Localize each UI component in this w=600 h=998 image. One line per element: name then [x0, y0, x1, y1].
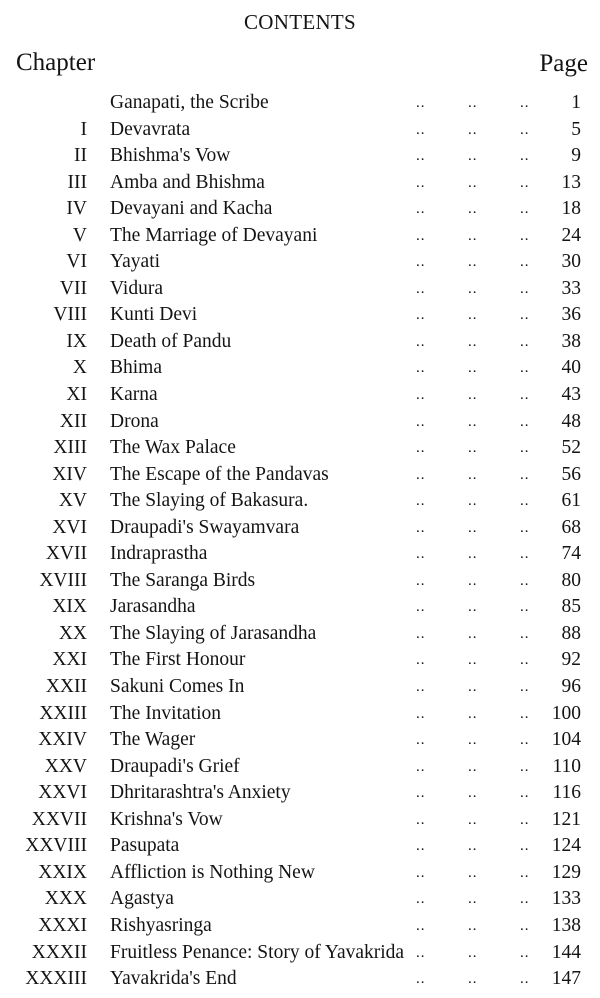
chapter-number: XXXII — [31, 941, 87, 963]
chapter-number: XXV — [44, 755, 87, 777]
chapter-number: V — [72, 224, 87, 246]
toc-entry — [0, 568, 600, 595]
page-number: 116 — [552, 782, 581, 804]
dot-leader: .. — [416, 466, 426, 483]
dot-leader: .. — [416, 705, 426, 722]
toc-entry — [0, 780, 600, 807]
dot-leader: .. — [520, 201, 530, 218]
dot-leader: .. — [416, 121, 426, 138]
dot-leader: .. — [468, 227, 478, 244]
chapter-title: Agastya — [110, 888, 174, 910]
dot-leader: .. — [520, 599, 530, 616]
dot-leader: .. — [416, 254, 426, 271]
dot-leader: .. — [520, 625, 530, 642]
chapter-title: Jarasandha — [110, 596, 196, 618]
table-of-contents — [0, 90, 600, 993]
toc-entry — [0, 276, 600, 303]
dot-leader: .. — [468, 360, 478, 377]
chapter-title: Fruitless Penance: Story of Yavakrida — [110, 941, 405, 963]
dot-leader: .. — [468, 917, 478, 934]
dot-leader: .. — [520, 121, 530, 138]
dot-leader: .. — [416, 917, 426, 934]
page-number: 52 — [561, 437, 581, 459]
dot-leader: .. — [468, 758, 478, 775]
page-number: 68 — [561, 516, 581, 538]
dot-leader: .. — [468, 891, 478, 908]
chapter-number: VII — [59, 277, 87, 299]
dot-leader: .. — [520, 652, 530, 669]
chapter-title: Death of Pandu — [110, 330, 232, 352]
dot-leader: .. — [520, 227, 530, 244]
toc-entry — [0, 621, 600, 648]
chapter-title: Draupadi's Grief — [110, 755, 240, 777]
chapter-number: VIII — [53, 304, 87, 326]
page-column-header: Page — [539, 50, 588, 77]
dot-leader: .. — [468, 811, 478, 828]
dot-leader: .. — [416, 307, 426, 324]
chapter-title: Devayani and Kacha — [110, 198, 273, 220]
dot-leader: .. — [468, 546, 478, 563]
toc-entry — [0, 940, 600, 967]
page-number: 43 — [561, 384, 581, 406]
dot-leader: .. — [468, 864, 478, 881]
chapter-title: The Invitation — [110, 702, 222, 724]
dot-leader: .. — [520, 280, 530, 297]
toc-entry — [0, 701, 600, 728]
toc-entry — [0, 594, 600, 621]
dot-leader: .. — [468, 333, 478, 350]
chapter-title: Sakuni Comes In — [110, 676, 245, 698]
dot-leader: .. — [520, 732, 530, 749]
dot-leader: .. — [520, 705, 530, 722]
page-number: 30 — [561, 251, 581, 273]
toc-entry — [0, 355, 600, 382]
dot-leader: .. — [416, 546, 426, 563]
page-number: 9 — [571, 145, 581, 167]
toc-entry — [0, 541, 600, 568]
dot-leader: .. — [520, 148, 530, 165]
chapter-number: XXVIII — [25, 835, 87, 857]
dot-leader: .. — [520, 333, 530, 350]
dot-leader: .. — [416, 413, 426, 430]
chapter-number: III — [67, 171, 87, 193]
toc-entry — [0, 860, 600, 887]
page-number: 5 — [571, 118, 581, 140]
page-number: 56 — [561, 463, 581, 485]
page-number: 133 — [551, 888, 581, 910]
toc-entry — [0, 833, 600, 860]
toc-entry — [0, 249, 600, 276]
dot-leader: .. — [468, 625, 478, 642]
dot-leader: .. — [416, 864, 426, 881]
page-number: 110 — [552, 755, 581, 777]
chapter-title: Bhima — [110, 357, 162, 379]
chapter-title: The Saranga Birds — [110, 569, 256, 591]
page-number: 48 — [561, 410, 581, 432]
page-title: CONTENTS — [243, 10, 357, 34]
dot-leader: .. — [416, 227, 426, 244]
chapter-title: Ganapati, the Scribe — [110, 92, 269, 113]
dot-leader: .. — [468, 413, 478, 430]
page-number: 24 — [561, 224, 581, 246]
page-number: 13 — [561, 171, 581, 193]
toc-entry — [0, 807, 600, 834]
page-number: 74 — [561, 543, 581, 565]
chapter-title: The Marriage of Devayani — [110, 224, 318, 246]
dot-leader: .. — [468, 971, 478, 988]
chapter-number: XVII — [45, 543, 87, 565]
page-number: 144 — [551, 941, 581, 963]
dot-leader: .. — [416, 971, 426, 988]
chapter-number: XXIII — [39, 702, 87, 724]
chapter-number: XXII — [45, 676, 87, 698]
page-number: 36 — [561, 304, 581, 326]
page-number: 121 — [551, 808, 581, 830]
toc-entry — [0, 223, 600, 250]
toc-entry — [0, 727, 600, 754]
chapter-number: XII — [59, 410, 87, 432]
page-number: 138 — [551, 914, 581, 936]
dot-leader: .. — [416, 148, 426, 165]
dot-leader: .. — [520, 864, 530, 881]
chapter-title: Amba and Bhishma — [110, 171, 265, 193]
dot-leader: .. — [416, 95, 426, 111]
dot-leader: .. — [520, 891, 530, 908]
page-number: 104 — [551, 729, 581, 751]
toc-entry — [0, 329, 600, 356]
chapter-number: XXI — [52, 649, 87, 671]
dot-leader: .. — [520, 971, 530, 988]
dot-leader: .. — [520, 917, 530, 934]
chapter-number: XXVII — [31, 808, 87, 830]
chapter-title: Rishyasringa — [110, 914, 212, 936]
dot-leader: .. — [520, 360, 530, 377]
dot-leader: .. — [416, 599, 426, 616]
dot-leader: .. — [468, 838, 478, 855]
dot-leader: .. — [468, 201, 478, 218]
dot-leader: .. — [520, 387, 530, 404]
chapter-number: XXIV — [38, 729, 87, 751]
chapter-number: XXVI — [38, 782, 87, 804]
dot-leader: .. — [520, 254, 530, 271]
dot-leader: .. — [468, 599, 478, 616]
dot-leader: .. — [468, 519, 478, 536]
page-number: 38 — [561, 330, 581, 352]
page-number: 124 — [551, 835, 581, 857]
dot-leader: .. — [468, 652, 478, 669]
dot-leader: .. — [520, 679, 530, 696]
page-number: 147 — [551, 968, 581, 990]
dot-leader: .. — [416, 732, 426, 749]
dot-leader: .. — [416, 174, 426, 191]
dot-leader: .. — [520, 307, 530, 324]
page-number: 85 — [561, 596, 581, 618]
dot-leader: .. — [416, 811, 426, 828]
dot-leader: .. — [416, 201, 426, 218]
chapter-title: Vidura — [110, 277, 163, 299]
toc-entry — [0, 143, 600, 170]
page-number: 33 — [561, 277, 581, 299]
page-number: 92 — [561, 649, 581, 671]
dot-leader: .. — [468, 148, 478, 165]
dot-leader: .. — [416, 891, 426, 908]
dot-leader: .. — [416, 785, 426, 802]
dot-leader: .. — [520, 174, 530, 191]
dot-leader: .. — [416, 838, 426, 855]
chapter-title: The Slaying of Jarasandha — [110, 622, 317, 644]
chapter-number: XXIX — [38, 861, 87, 883]
dot-leader: .. — [416, 625, 426, 642]
toc-entry — [0, 409, 600, 436]
dot-leader: .. — [416, 387, 426, 404]
dot-leader: .. — [520, 838, 530, 855]
chapter-title: Yavakrida's End — [110, 968, 237, 990]
dot-leader: .. — [416, 333, 426, 350]
chapter-title: Devavrata — [110, 118, 191, 140]
dot-leader: .. — [520, 811, 530, 828]
toc-entry — [0, 886, 600, 913]
chapter-title: Draupadi's Swayamvara — [110, 516, 300, 538]
dot-leader: .. — [468, 944, 478, 961]
dot-leader: .. — [520, 493, 530, 510]
dot-leader: .. — [416, 360, 426, 377]
page-number: 18 — [561, 198, 581, 220]
chapter-title: Dhritarashtra's Anxiety — [110, 782, 291, 804]
toc-entry — [0, 515, 600, 542]
page-number: 61 — [561, 490, 581, 512]
chapter-column-header: Chapter — [16, 49, 96, 76]
toc-entry — [0, 170, 600, 197]
chapter-title: Affliction is Nothing New — [110, 861, 315, 883]
toc-entry — [0, 196, 600, 223]
chapter-number: XI — [66, 384, 87, 406]
toc-entry — [0, 488, 600, 515]
chapter-number: I — [80, 118, 87, 140]
dot-leader: .. — [416, 493, 426, 510]
chapter-title: The Wager — [110, 729, 196, 751]
chapter-title: The Escape of the Pandavas — [110, 463, 329, 485]
dot-leader: .. — [416, 440, 426, 457]
chapter-title: Karna — [110, 384, 158, 406]
chapter-title: Krishna's Vow — [110, 808, 223, 830]
dot-leader: .. — [416, 758, 426, 775]
chapter-title: Indraprastha — [110, 543, 208, 565]
dot-leader: .. — [468, 95, 478, 111]
page-number: 88 — [561, 622, 581, 644]
dot-leader: .. — [468, 705, 478, 722]
chapter-number: XX — [58, 622, 87, 644]
dot-leader: .. — [468, 785, 478, 802]
chapter-number: XXXIII — [25, 968, 87, 990]
dot-leader: .. — [468, 440, 478, 457]
dot-leader: .. — [520, 546, 530, 563]
chapter-title: Bhishma's Vow — [110, 145, 231, 167]
dot-leader: .. — [520, 413, 530, 430]
toc-entry — [0, 647, 600, 674]
page-number: 40 — [561, 357, 581, 379]
dot-leader: .. — [520, 785, 530, 802]
dot-leader: .. — [520, 440, 530, 457]
chapter-title: Yayati — [110, 251, 161, 273]
chapter-title: The Wax Palace — [110, 437, 236, 459]
chapter-title: Pasupata — [110, 835, 180, 857]
page-number: 80 — [561, 569, 581, 591]
dot-leader: .. — [520, 95, 530, 111]
dot-leader: .. — [468, 387, 478, 404]
dot-leader: .. — [520, 519, 530, 536]
chapter-number: XIII — [53, 437, 87, 459]
toc-entry — [0, 966, 600, 993]
dot-leader: .. — [468, 307, 478, 324]
dot-leader: .. — [416, 280, 426, 297]
dot-leader: .. — [416, 652, 426, 669]
toc-entry — [0, 462, 600, 489]
dot-leader: .. — [416, 944, 426, 961]
dot-leader: .. — [416, 519, 426, 536]
toc-entry — [0, 435, 600, 462]
chapter-number: XXX — [44, 888, 87, 910]
chapter-number: XIV — [52, 463, 87, 485]
dot-leader: .. — [468, 254, 478, 271]
page-number: 1 — [571, 92, 581, 113]
chapter-number: XV — [58, 490, 87, 512]
dot-leader: .. — [468, 466, 478, 483]
dot-leader: .. — [468, 280, 478, 297]
dot-leader: .. — [468, 679, 478, 696]
dot-leader: .. — [468, 732, 478, 749]
chapter-number: X — [72, 357, 87, 379]
dot-leader: .. — [468, 121, 478, 138]
dot-leader: .. — [416, 679, 426, 696]
chapter-number: XXXI — [38, 914, 87, 936]
toc-entry — [0, 382, 600, 409]
page-number: 100 — [551, 702, 581, 724]
dot-leader: .. — [520, 944, 530, 961]
chapter-number: XIX — [52, 596, 87, 618]
dot-leader: .. — [416, 572, 426, 589]
chapter-number: VI — [66, 251, 87, 273]
chapter-number: XVIII — [39, 569, 87, 591]
chapter-title: The First Honour — [110, 649, 246, 671]
toc-entry — [0, 90, 600, 117]
toc-entry — [0, 117, 600, 144]
dot-leader: .. — [468, 572, 478, 589]
toc-entry — [0, 674, 600, 701]
chapter-title: The Slaying of Bakasura. — [110, 490, 309, 512]
toc-entry — [0, 754, 600, 781]
chapter-title: Drona — [110, 410, 159, 432]
chapter-number: XVI — [52, 516, 87, 538]
chapter-number: IX — [66, 330, 87, 352]
chapter-number: IV — [66, 198, 87, 220]
dot-leader: .. — [468, 493, 478, 510]
dot-leader: .. — [520, 466, 530, 483]
dot-leader: .. — [520, 758, 530, 775]
chapter-number: II — [74, 145, 87, 167]
dot-leader: .. — [468, 174, 478, 191]
toc-entry — [0, 913, 600, 940]
toc-entry — [0, 302, 600, 329]
chapter-title: Kunti Devi — [110, 304, 198, 326]
page-number: 129 — [551, 861, 581, 883]
dot-leader: .. — [520, 572, 530, 589]
page-number: 96 — [561, 676, 581, 698]
